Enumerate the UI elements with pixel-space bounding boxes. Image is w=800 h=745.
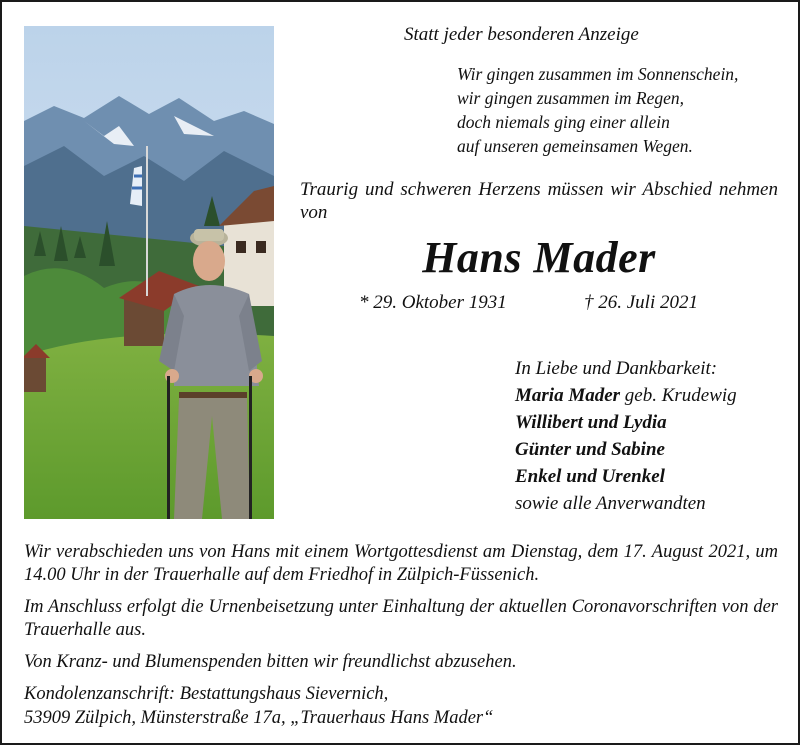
- birth-date: * 29. Oktober 1931: [359, 292, 507, 313]
- notice-headline: Statt jeder besonderen Anzeige: [404, 24, 639, 45]
- mourner-entry: Günter und Sabine: [515, 439, 665, 460]
- mourner-name: Maria Mader: [515, 385, 621, 406]
- service-paragraph: Wir verabschieden uns von Hans mit einem Wortgottesdienst am Dienstag, dem 17. August 2021, um 14.00 Uhr in der Trauerhalle auf dem Friedhof in Zülpich-Füssenich.: [24, 542, 778, 585]
- poem-line: Wir gingen zusammen im Sonnenschein,: [457, 64, 739, 84]
- poem: [457, 62, 738, 158]
- mourners-closing: sowie alle Anverwandten: [515, 493, 706, 514]
- deceased-name: Hans Mader: [422, 233, 656, 282]
- mourner-maiden-name: geb. Krudewig: [620, 385, 737, 406]
- address-line: Kondolenzanschrift: Bestattungshaus Sievernich,: [24, 684, 389, 704]
- burial-paragraph: Im Anschluss erfolgt die Urnenbeisetzung unter Einhaltung der aktuellen Coronavorschriften von der Trauerhalle aus.: [24, 597, 778, 640]
- flowers-paragraph: Von Kranz- und Blumenspenden bitten wir freundlichst abzusehen.: [24, 652, 517, 672]
- portrait-photo: [24, 26, 274, 519]
- condolence-address: [24, 682, 778, 730]
- mourners-heading: In Liebe und Dankbarkeit:: [515, 358, 718, 379]
- intro-text: Traurig und schweren Herzens müssen wir Abschied nehmen von: [300, 179, 778, 223]
- address-line: 53909 Zülpich, Münsterstraße 17a, „Trauerhaus Hans Mader“: [24, 708, 494, 728]
- service-details: [24, 541, 778, 683]
- mourner-entry: Enkel und Urenkel: [515, 466, 665, 487]
- mourner-entry: [515, 382, 737, 409]
- mourners-list: [515, 355, 737, 517]
- poem-line: auf unseren gemeinsamen Wegen.: [457, 136, 693, 156]
- mourner-entry: Willibert und Lydia: [515, 412, 667, 433]
- poem-line: wir gingen zusammen im Regen,: [457, 88, 684, 108]
- poem-line: doch niemals ging einer allein: [457, 112, 670, 132]
- death-date: † 26. Juli 2021: [584, 292, 698, 313]
